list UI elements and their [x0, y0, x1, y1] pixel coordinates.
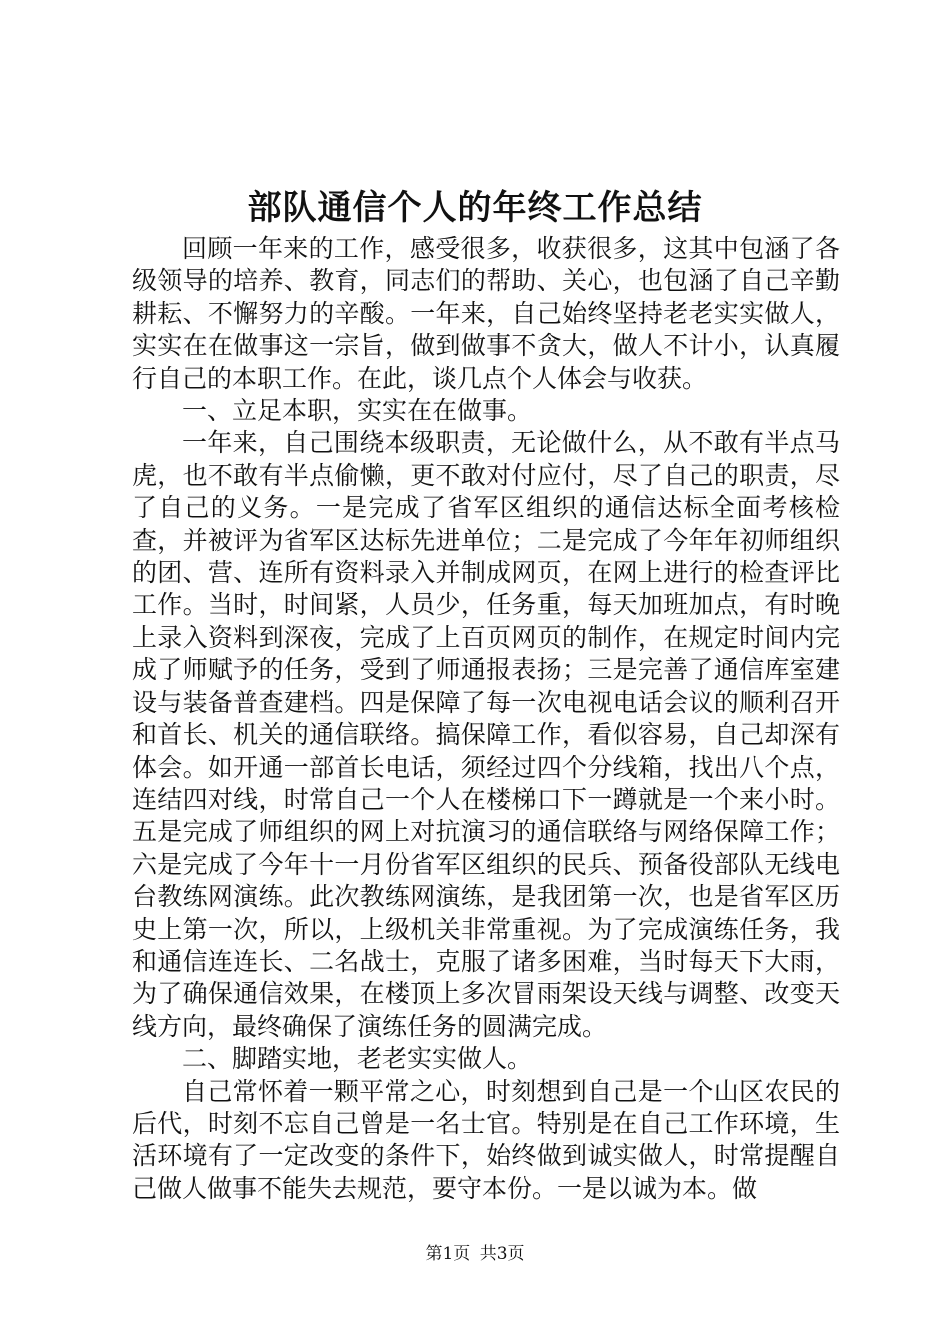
page-footer: [0, 1242, 950, 1266]
page-total: 共3页: [479, 1244, 525, 1264]
paragraph-intro: 回顾一年来的工作，感受很多，收获很多，这其中包涵了各级领导的培养、教育，同志们的帮助、关心，也包涵了自己辛勤耕耘、不懈努力的辛酸。一年来，自己始终坚持老老实实做人，实实在在做事这一宗旨，做到做事不贪大，做人不计小，认真履行自己的本职工作。在此，谈几点个人体会与收获。: [132, 234, 840, 393]
paragraph-section-1: 一年来，自己围绕本级职责，无论做什么，从不敢有半点马虎，也不敢有半点偷懒，更不敢对付应付，尽了自己的职责，尽了自己的义务。一是完成了省军区组织的通信达标全面考核检查，并被评为省军区达标先进单位；二是完成了今年年初师组织的团、营、连所有资料录入并制成网页，在网上进行的检查评比工作。当时，时间紧，人员少，任务重，每天加班加点，有时晚上录入资料到深夜，完成了上百页网页的制作，在规定时间内完成了师赋予的任务，受到了师通报表扬；三是完善了通信库室建设与装备普查建档。四是保障了每一次电视电话会议的顺利召开和首长、机关的通信联络。搞保障工作，看似容易，自己却深有体会。如开通一部首长电话，须经过四个分线箱，找出八个点，连结四对线，时常自己一个人在楼梯口下一蹲就是一个来小时。五是完成了师组织的网上对抗演习的通信联络与网络保障工作；六是完成了今年十一月份省军区组织的民兵、预备役部队无线电台教练网演练。此次教练网演练，是我团第一次，也是省军区历史上第一次，所以，上级机关非常重视。为了完成演练任务，我和通信连连长、二名战士，克服了诸多困难，当时每天下大雨，为了确保通信效果，在楼顶上多次冒雨架设天线与调整、改变天线方向，最终确保了演练任务的圆满完成。: [132, 428, 840, 1041]
section-heading-2: 二、脚踏实地，老老实实做人。: [182, 1044, 533, 1074]
page-number: 第1页: [425, 1244, 471, 1264]
document-title: 部队通信个人的年终工作总结: [247, 188, 703, 228]
paragraph-section-2: 自己常怀着一颗平常之心，时刻想到自己是一个山区农民的后代，时刻不忘自己曾是一名士官。特别是在自己工作环境，生活环境有了一定改变的条件下，始终做到诚实做人，时常提醒自己做人做事不能失去规范，要守本份。一是以诚为本。做: [132, 1076, 840, 1203]
section-heading-1: 一、立足本职，实实在在做事。: [182, 396, 533, 426]
document-body: [132, 233, 840, 1205]
